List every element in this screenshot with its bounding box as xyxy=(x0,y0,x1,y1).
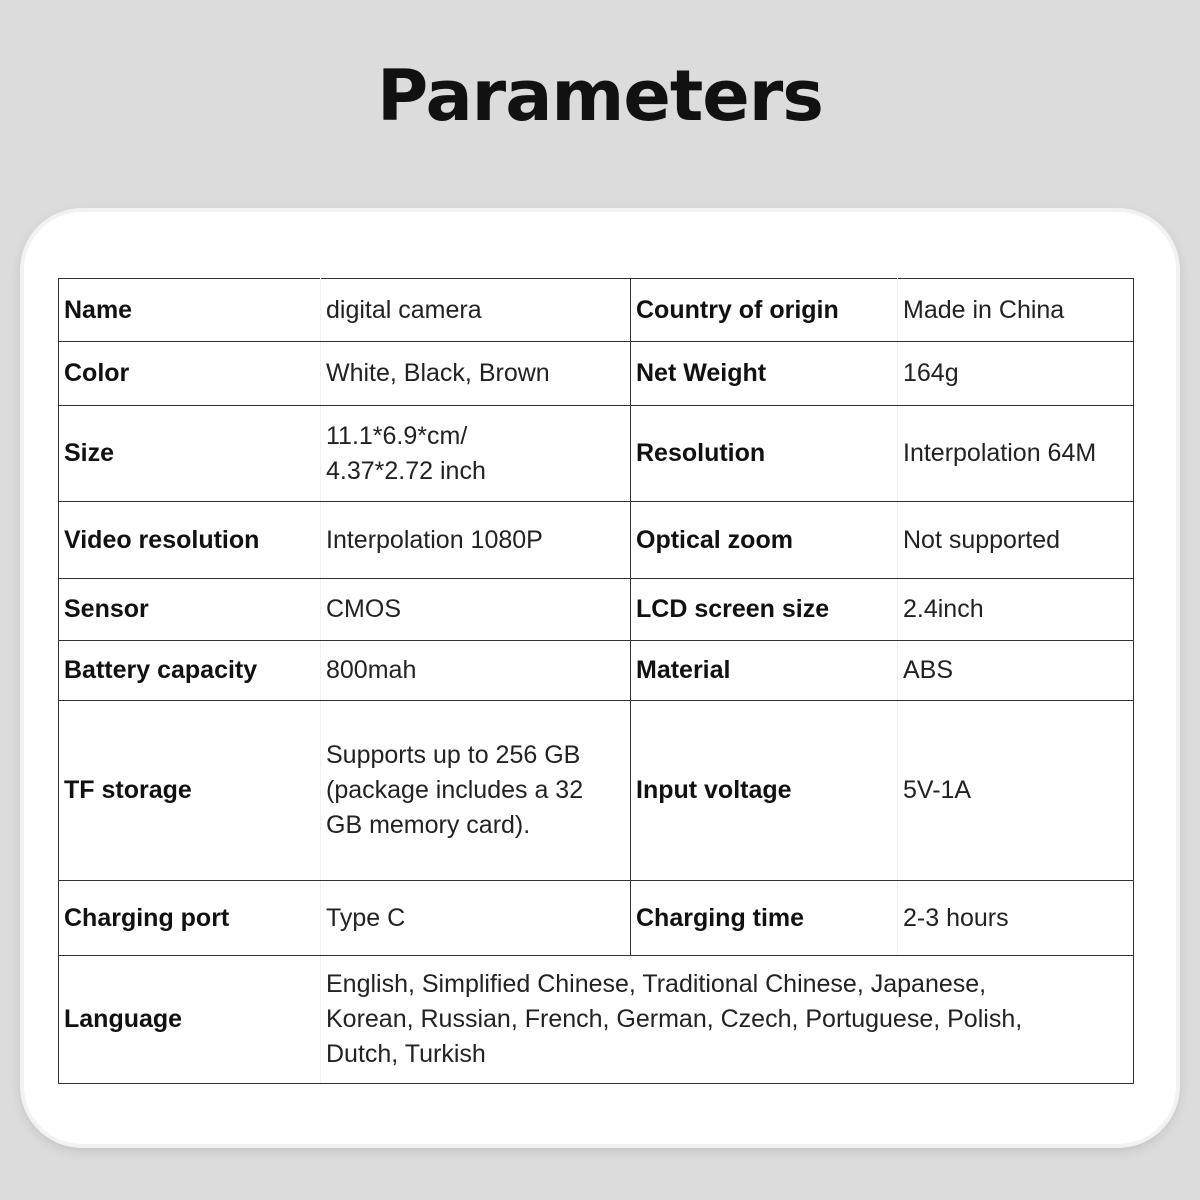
spec-value: Interpolation 64M xyxy=(898,406,1134,502)
spec-value: Made in China xyxy=(898,279,1134,342)
spec-value: digital camera xyxy=(321,279,631,342)
spec-value: CMOS xyxy=(321,579,631,641)
spec-label: Language xyxy=(59,956,321,1084)
spec-row-name xyxy=(59,279,1134,342)
spec-label: LCD screen size xyxy=(631,579,898,641)
spec-table xyxy=(58,278,1134,1084)
spec-value: Type C xyxy=(321,881,631,956)
spec-label: Net Weight xyxy=(631,342,898,406)
spec-row-sensor xyxy=(59,579,1134,641)
spec-value: Not supported xyxy=(898,502,1134,579)
spec-value: Supports up to 256 GB (package includes a 32 GB memory card). xyxy=(321,701,631,881)
spec-label: Color xyxy=(59,342,321,406)
spec-value: 2.4inch xyxy=(898,579,1134,641)
page-title: Parameters xyxy=(377,55,823,137)
spec-label: Charging port xyxy=(59,881,321,956)
spec-label: Battery capacity xyxy=(59,641,321,701)
spec-value: 800mah xyxy=(321,641,631,701)
spec-label: Optical zoom xyxy=(631,502,898,579)
spec-row-size xyxy=(59,406,1134,502)
spec-label: Country of origin xyxy=(631,279,898,342)
spec-row-language xyxy=(59,956,1134,1084)
spec-label: TF storage xyxy=(59,701,321,881)
spec-label: Material xyxy=(631,641,898,701)
spec-label: Size xyxy=(59,406,321,502)
spec-value: 5V-1A xyxy=(898,701,1134,881)
spec-label: Input voltage xyxy=(631,701,898,881)
spec-label: Video resolution xyxy=(59,502,321,579)
spec-value: White, Black, Brown xyxy=(321,342,631,406)
spec-value: English, Simplified Chinese, Traditional Chinese, Japanese, Korean, Russian, French, German, Czech, Portuguese, Polish, Dutch, Turkish xyxy=(321,956,1134,1084)
spec-row-tf-storage xyxy=(59,701,1134,881)
spec-value: 164g xyxy=(898,342,1134,406)
spec-value: 11.1*6.9*cm/ 4.37*2.72 inch xyxy=(321,406,631,502)
spec-label: Charging time xyxy=(631,881,898,956)
spec-label: Sensor xyxy=(59,579,321,641)
spec-value: 2-3 hours xyxy=(898,881,1134,956)
spec-row-charging xyxy=(59,881,1134,956)
spec-value: Interpolation 1080P xyxy=(321,502,631,579)
spec-row-battery xyxy=(59,641,1134,701)
spec-label: Resolution xyxy=(631,406,898,502)
spec-value: ABS xyxy=(898,641,1134,701)
spec-row-color xyxy=(59,342,1134,406)
spec-row-video-resolution xyxy=(59,502,1134,579)
spec-label: Name xyxy=(59,279,321,342)
